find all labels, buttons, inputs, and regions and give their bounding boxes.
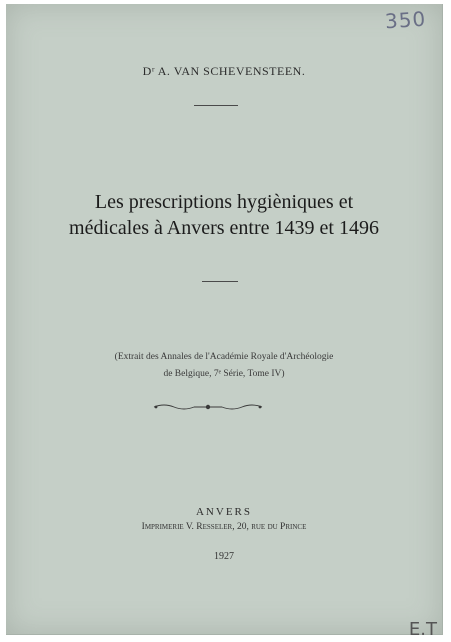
divider-top: [194, 105, 238, 106]
divider-middle: [202, 281, 238, 282]
extract-note: [6, 349, 442, 383]
printer-address: Imprimerie V. Resseler, 20, rue du Prince: [141, 522, 307, 532]
extract-note-line-2: de Belgique, 7ᵉ Série, Tome IV): [163, 369, 285, 379]
book-title: [6, 189, 442, 241]
book-cover: [6, 4, 443, 635]
publication-place: ANVERS: [195, 506, 252, 518]
watermark: E.T: [408, 619, 437, 640]
ornament-divider: [152, 402, 264, 412]
publication-year: 1927: [214, 551, 234, 562]
title-line-2: médicales à Anvers entre 1439 et 1496: [69, 217, 379, 239]
extract-note-line-1: (Extrait des Annales de l'Académie Royale d'Archéologie: [114, 352, 334, 362]
title-line-1: Les prescriptions hygièniques et: [94, 191, 354, 213]
author-name: Dʳ A. VAN SCHEVENSTEEN.: [142, 64, 306, 78]
handwritten-number: 350: [384, 6, 427, 34]
